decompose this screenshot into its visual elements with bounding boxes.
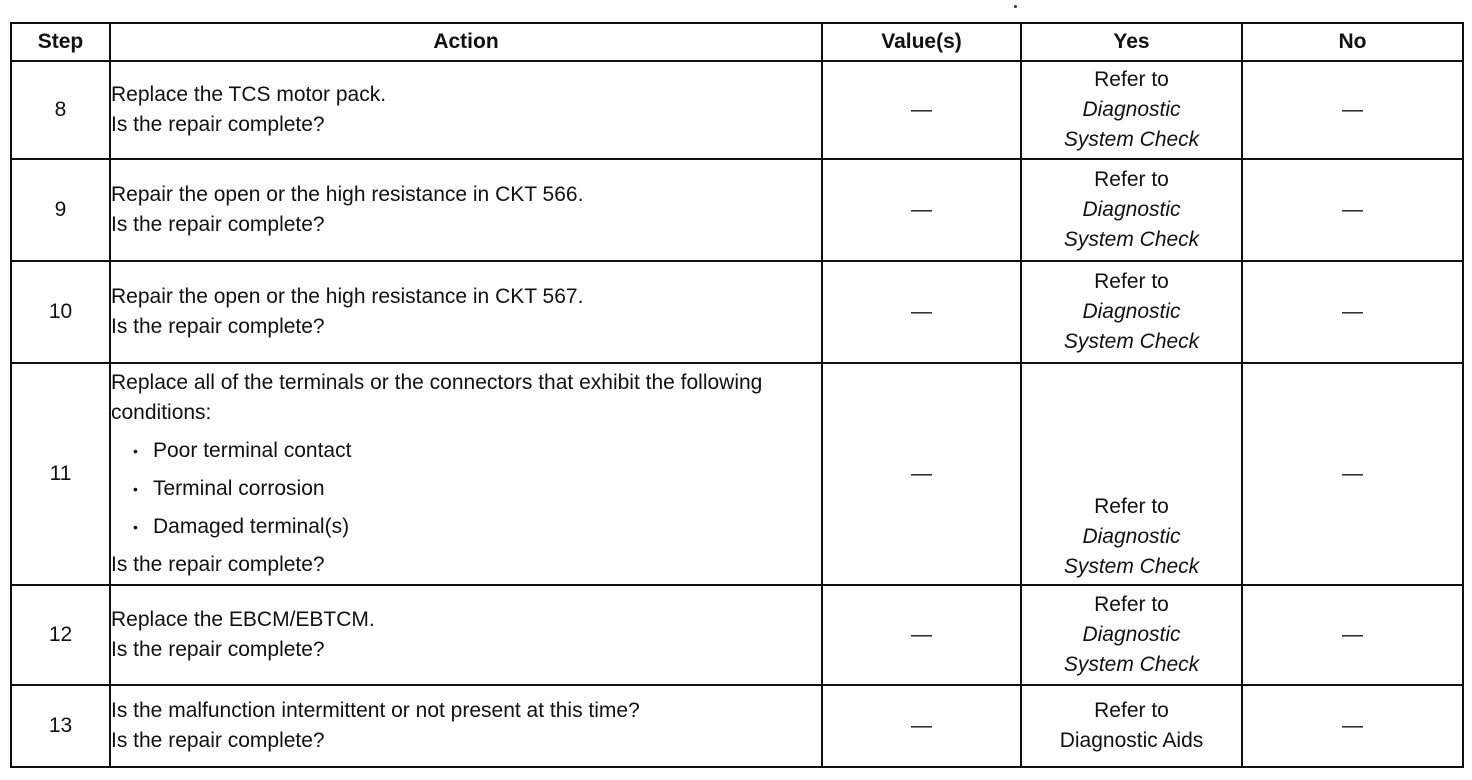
yes-cell [1021, 61, 1242, 159]
value-cell [822, 61, 1021, 159]
action-question: Is the repair complete? [111, 638, 325, 661]
table-header [11, 23, 1463, 61]
table-row [11, 685, 1463, 767]
action-question: Is the repair complete? [111, 553, 325, 576]
condition-item: • Terminal corrosion [133, 470, 821, 508]
no-dash: — [1342, 462, 1363, 485]
action-line: Replace the TCS motor pack. [111, 83, 387, 106]
yes-refer: Refer to [1094, 68, 1169, 91]
action-line: Repair the open or the high resistance in CKT 566. [111, 183, 584, 206]
no-dash: — [1342, 98, 1363, 121]
step-number: 10 [11, 261, 110, 363]
value-dash: — [911, 462, 932, 485]
header-yes: Yes [1021, 23, 1242, 61]
yes-refer: Refer to [1094, 593, 1169, 616]
no-dash: — [1342, 300, 1363, 323]
no-dash: — [1342, 714, 1363, 737]
step-number: 9 [11, 159, 110, 261]
yes-diagnostic: Diagnostic [1082, 98, 1181, 121]
yes-cell [1021, 261, 1242, 363]
step-number: 11 [11, 363, 110, 585]
action-cell [110, 61, 822, 159]
yes-system-check: System Check [1063, 128, 1200, 151]
no-cell [1242, 261, 1463, 363]
header-step: Step [11, 23, 110, 61]
table-row [11, 261, 1463, 363]
action-question: Is the repair complete? [111, 729, 325, 752]
value-cell [822, 159, 1021, 261]
value-cell [822, 685, 1021, 767]
no-cell [1242, 363, 1463, 585]
scan-speck [1014, 5, 1017, 8]
yes-diagnostic: Diagnostic [1082, 198, 1181, 221]
value-dash: — [911, 623, 932, 646]
step-number: 13 [11, 685, 110, 767]
header-row [11, 23, 1463, 61]
action-line: Is the malfunction intermittent or not present at this time? [111, 699, 640, 722]
header-no: No [1242, 23, 1463, 61]
yes-refer: Refer to [1094, 495, 1169, 518]
yes-diagnostic-aids: Diagnostic Aids [1059, 729, 1204, 752]
action-cell [110, 261, 822, 363]
no-cell [1242, 585, 1463, 685]
condition-item: • Damaged terminal(s) [133, 508, 821, 546]
value-cell [822, 585, 1021, 685]
no-cell [1242, 685, 1463, 767]
no-dash: — [1342, 198, 1363, 221]
action-cell [110, 159, 822, 261]
header-values: Value(s) [822, 23, 1021, 61]
no-cell [1242, 159, 1463, 261]
yes-cell [1021, 363, 1242, 585]
yes-diagnostic: Diagnostic [1082, 623, 1181, 646]
diagnostic-table [10, 22, 1464, 768]
header-action: Action [110, 23, 822, 61]
table-body [11, 61, 1463, 767]
value-dash: — [911, 714, 932, 737]
action-question: Is the repair complete? [111, 315, 325, 338]
action-question: Is the repair complete? [111, 113, 325, 136]
yes-diagnostic: Diagnostic [1082, 300, 1181, 323]
table-row [11, 61, 1463, 159]
yes-refer: Refer to [1094, 270, 1169, 293]
step-number: 12 [11, 585, 110, 685]
yes-system-check: System Check [1063, 330, 1200, 353]
action-question: Is the repair complete? [111, 213, 325, 236]
no-dash: — [1342, 623, 1363, 646]
value-dash: — [911, 198, 932, 221]
action-cell [110, 585, 822, 685]
step-number: 8 [11, 61, 110, 159]
action-line: Repair the open or the high resistance in CKT 567. [111, 285, 584, 308]
value-cell [822, 261, 1021, 363]
table-row [11, 159, 1463, 261]
yes-refer: Refer to [1094, 699, 1169, 722]
yes-system-check: System Check [1063, 228, 1200, 251]
yes-diagnostic: Diagnostic [1082, 525, 1181, 548]
value-cell [822, 363, 1021, 585]
value-dash: — [911, 300, 932, 323]
no-cell [1242, 61, 1463, 159]
yes-cell [1021, 685, 1242, 767]
condition-list [111, 432, 821, 546]
yes-cell [1021, 585, 1242, 685]
yes-refer: Refer to [1094, 168, 1169, 191]
condition-item: • Poor terminal contact [133, 432, 821, 470]
action-intro: Replace all of the terminals or the connectors that exhibit the following conditions: [111, 371, 763, 424]
action-cell [110, 685, 822, 767]
yes-system-check: System Check [1063, 555, 1200, 578]
action-cell [110, 363, 822, 585]
table-row [11, 363, 1463, 585]
action-line: Replace the EBCM/EBTCM. [111, 608, 375, 631]
value-dash: — [911, 98, 932, 121]
table-row [11, 585, 1463, 685]
yes-cell [1021, 159, 1242, 261]
yes-system-check: System Check [1063, 653, 1200, 676]
